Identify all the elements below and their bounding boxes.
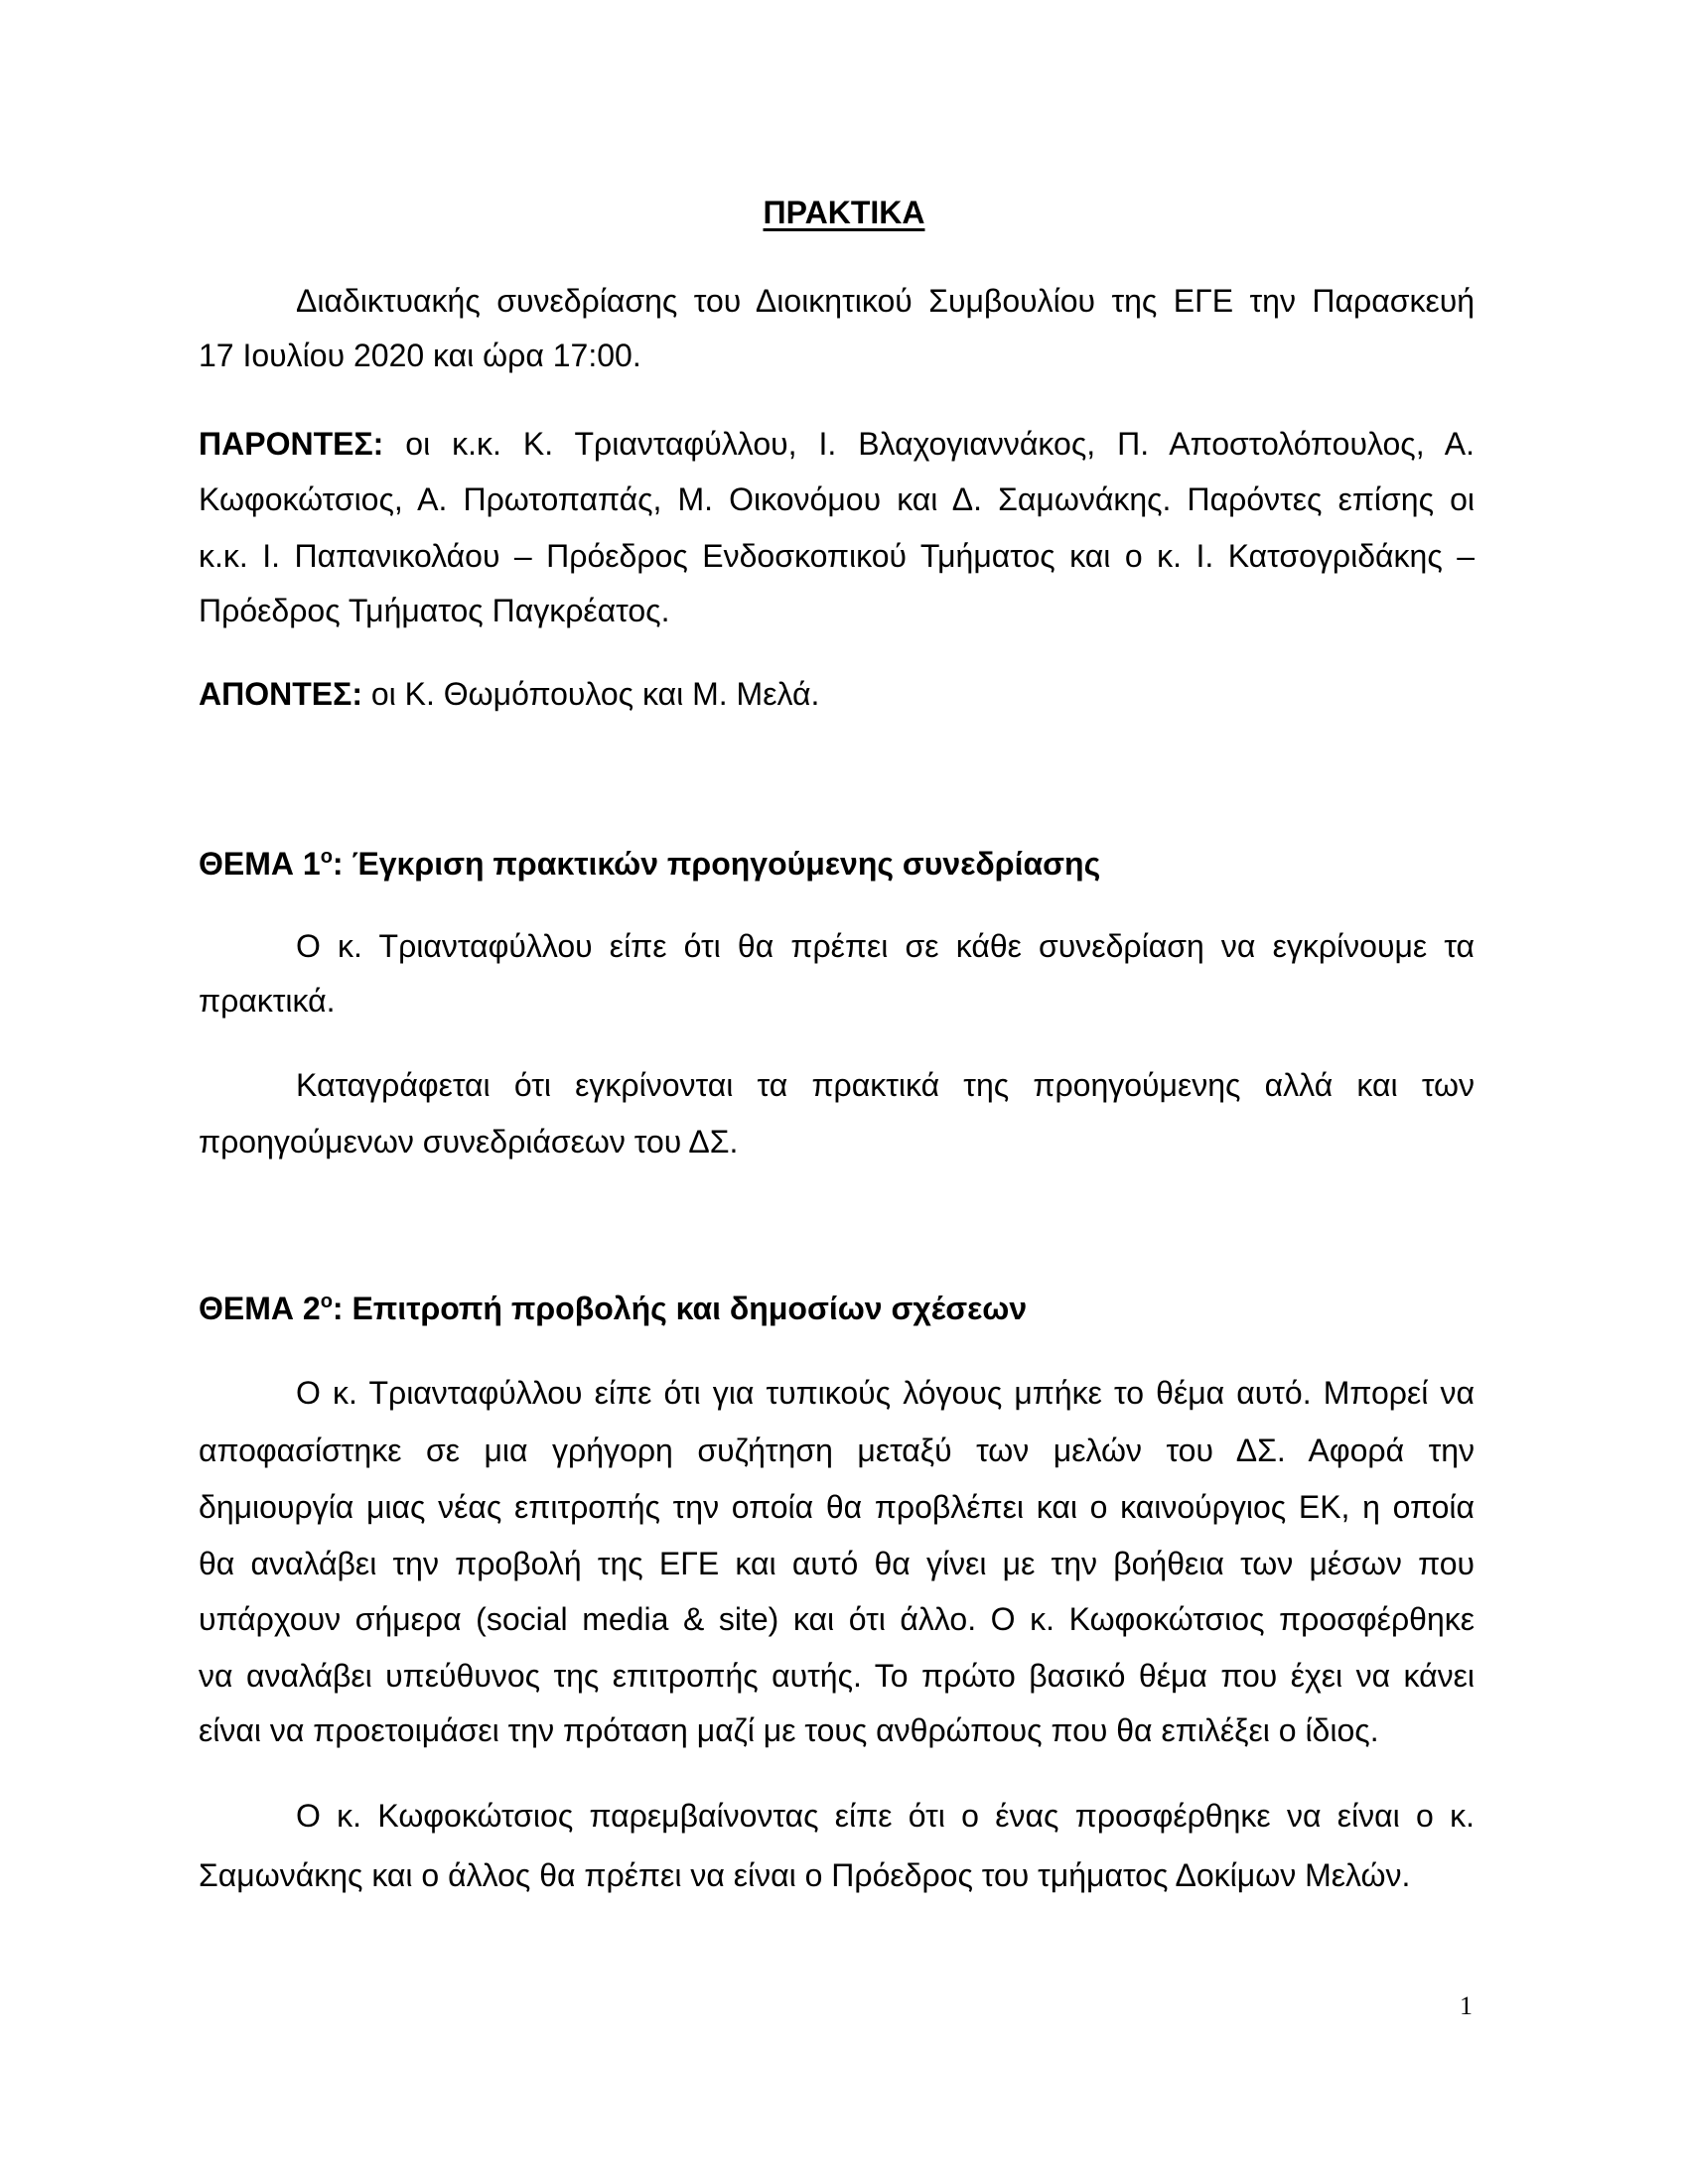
topic2-para2-line-1: Ο κ. Κωφοκώτσιος παρεμβαίνοντας είπε ότι ο ένας προσφέρθηκε να είναι ο κ.	[296, 1798, 1475, 1834]
topic2-para1-line-4: θα αναλάβει την προβολή της ΕΓΕ και αυτό θα γίνει με την βοήθεια των μέσων που	[199, 1546, 1475, 1581]
topic2-title: : Επιτροπή προβολής και δημοσίων σχέσεων	[332, 1291, 1028, 1326]
topic2-para2-line-2: Σαμωνάκης και ο άλλος θα πρέπει να είναι ο Πρόεδρος του τμήματος Δοκίμων Μελών.	[199, 1857, 1411, 1893]
topic2-para1-line-7: είναι να προετοιμάσει την πρόταση μαζί με τους ανθρώπους που θα επιλέξει ο ίδιος.	[199, 1712, 1379, 1748]
topic2-prefix: ΘΕΜΑ 2	[199, 1291, 321, 1326]
topic2-para1-line-5: υπάρχουν σήμερα (social media & site) και ότι άλλο. Ο κ. Κωφοκώτσιος προσφέρθηκε	[199, 1601, 1475, 1637]
topic1-para2-line-1: Καταγράφεται ότι εγκρίνονται τα πρακτικά της προηγούμενης αλλά και των	[296, 1067, 1475, 1103]
present-line-2: Κωφοκώτσιος, Α. Πρωτοπαπάς, Μ. Οικονόμου και Δ. Σαμωνάκης. Παρόντες επίσης οι	[199, 481, 1475, 517]
topic2-heading	[199, 1289, 1475, 1328]
topic1-sup: ο	[320, 846, 333, 868]
topic1-title: : Έγκριση πρακτικών προηγούμενης συνεδρίασης	[332, 846, 1101, 882]
absent-text: οι Κ. Θωμόπουλος και Μ. Μελά.	[370, 676, 820, 712]
topic1-para1-line-1: Ο κ. Τριανταφύλλου είπε ότι θα πρέπει σε κάθε συνεδρίαση να εγκρίνουμε τα	[296, 928, 1475, 964]
topic1-heading	[199, 844, 1475, 884]
absent-line	[199, 674, 1475, 714]
topic2-para1-line-2: αποφασίστηκε σε μια γρήγορη συζήτηση μεταξύ των μελών του ΔΣ. Αφορά την	[199, 1433, 1475, 1468]
topic1-para1-line-2: πρακτικά.	[199, 983, 336, 1019]
present-text-1: οι κ.κ. Κ. Τριανταφύλλου, Ι. Βλαχογιαννάκος, Π. Αποστολόπουλος, Α.	[405, 426, 1476, 462]
topic2-sup: ο	[320, 1291, 333, 1312]
intro-line-2: 17 Ιουλίου 2020 και ώρα 17:00.	[199, 338, 641, 373]
present-label: ΠΑΡΟΝΤΕΣ:	[199, 426, 384, 462]
present-line-1	[199, 424, 1475, 464]
intro-line-1: Διαδικτυακής συνεδρίασης του Διοικητικού Συμβουλίου της ΕΓΕ την Παρασκευή	[296, 283, 1475, 319]
topic2-para1-line-3: δημιουργία μιας νέας επιτροπής την οποία θα προβλέπει και ο καινούργιος ΕΚ, η οποία	[199, 1489, 1475, 1525]
topic1-para2-line-2: προηγούμενων συνεδριάσεων του ΔΣ.	[199, 1124, 739, 1160]
topic2-para1-line-1: Ο κ. Τριανταφύλλου είπε ότι για τυπικούς λόγους μπήκε το θέμα αυτό. Μπορεί να	[296, 1375, 1475, 1411]
present-line-4: Πρόεδρος Τμήματος Παγκρέατος.	[199, 593, 670, 628]
topic2-para1-line-6: να αναλάβει υπεύθυνος της επιτροπής αυτής. Το πρώτο βασικό θέμα που έχει να κάνει	[199, 1658, 1475, 1694]
present-line-3: κ.κ. Ι. Παπανικολάου – Πρόεδρος Ενδοσκοπικού Τμήματος και ο κ. Ι. Κατσογριδάκης –	[199, 538, 1475, 574]
topic1-prefix: ΘΕΜΑ 1	[199, 846, 321, 882]
document-title: ΠΡΑΚΤΙΚΑ	[763, 195, 925, 230]
absent-label: ΑΠΟΝΤΕΣ:	[199, 676, 362, 712]
page-number: 1	[1460, 1991, 1473, 2020]
